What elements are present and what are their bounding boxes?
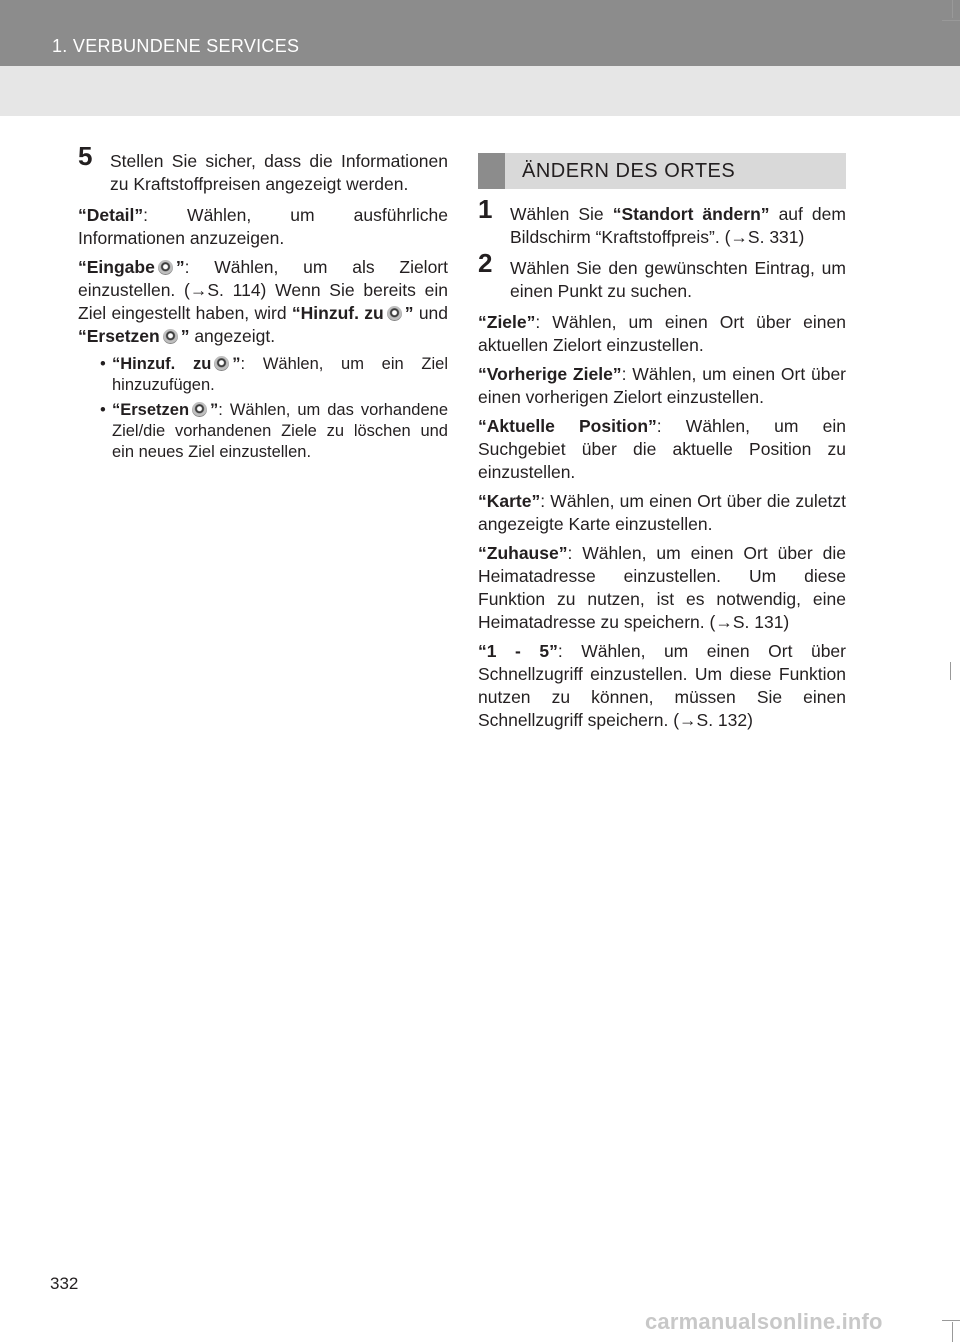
crop-mark	[952, 0, 953, 18]
step-text	[510, 203, 846, 249]
section-title: ÄNDERN DES ORTES	[522, 160, 736, 182]
left-column	[78, 141, 449, 467]
item-text: : Wählen, um einen Ort über die Heimatadresse einzustellen. Um diese Funktion zu nutzen, ist es notwendig, eine Heimatadresse zu speichern. (→S. 131)	[478, 543, 846, 632]
item-term: “Karte”	[478, 491, 541, 511]
item-schnellzugriff	[478, 640, 846, 732]
step-2	[478, 248, 846, 303]
bullet-hinzuf	[78, 354, 448, 396]
jog-dial-icon	[214, 356, 229, 371]
detail-term: “Detail”	[78, 205, 144, 225]
bullet-term-close: ”	[232, 355, 241, 373]
jog-dial-icon	[163, 329, 178, 344]
jog-dial-icon	[158, 260, 173, 275]
header-bar	[0, 0, 960, 66]
item-term: “Ziele”	[478, 312, 536, 332]
crop-mark	[950, 662, 951, 680]
watermark: carmanualsonline.info	[645, 1309, 883, 1334]
detail-paragraph	[78, 204, 448, 250]
item-term: “Vorherige Ziele”	[478, 364, 622, 384]
ersetzen-term-close: ”	[180, 326, 190, 346]
bullet-dot: •	[100, 401, 106, 419]
detail-text: : Wählen, um ausführliche Informationen anzuzeigen.	[78, 205, 448, 248]
eingabe-term-close: ”	[175, 257, 185, 277]
eingabe-text: : Wählen, um als Zielort einzustellen. (→S. 114) Wenn Sie bereits ein Ziel eingestellt haben, wird	[78, 257, 448, 323]
item-vorherige-ziele	[478, 363, 846, 409]
item-text: : Wählen, um einen Ort über einen aktuellen Zielort einzustellen.	[478, 312, 846, 355]
step-1	[478, 194, 846, 249]
section-header	[478, 153, 846, 189]
item-term: “Zuhause”	[478, 543, 568, 563]
standort-term: “Standort ändern”	[612, 204, 770, 224]
eingabe-text-end: angezeigt.	[189, 326, 276, 346]
crop-mark	[942, 20, 960, 21]
bullet-term-close: ”	[210, 401, 219, 419]
right-column	[478, 150, 846, 738]
crop-mark	[952, 1322, 953, 1342]
crop-mark	[942, 1320, 960, 1321]
item-text: : Wählen, um ein Suchgebiet über die aktuelle Position zu einzustellen.	[478, 416, 847, 482]
bullet-term: “Ersetzen	[112, 401, 190, 419]
step-text: Wählen Sie den gewünschten Eintrag, um einen Punkt zu suchen.	[510, 258, 846, 301]
hinzuf-term-close: ”	[404, 303, 414, 323]
chapter-title: 1. VERBUNDENE SERVICES	[52, 36, 300, 56]
item-term: “1 - 5”	[478, 641, 558, 661]
step-number: 5	[78, 141, 93, 171]
und-text: und	[413, 303, 449, 323]
ersetzen-term: “Ersetzen	[78, 326, 160, 346]
jog-dial-icon	[387, 306, 402, 321]
item-term: “Aktuelle Position”	[478, 416, 657, 436]
eingabe-term: “Eingabe	[78, 257, 155, 277]
bullet-term: “Hinzuf. zu	[112, 355, 212, 373]
jog-dial-icon	[192, 402, 207, 417]
step-text: Stellen Sie sicher, dass die Informationen zu Kraftstoffpreisen angezeigt werden.	[110, 151, 448, 194]
section-header-tab	[478, 153, 505, 189]
item-ziele	[478, 311, 846, 357]
step-text-a: Wählen Sie	[510, 204, 613, 224]
step-number: 1	[478, 194, 493, 224]
hinzuf-term: “Hinzuf. zu	[291, 303, 384, 323]
eingabe-paragraph	[78, 256, 448, 348]
bullet-text: : Wählen, um das vorhandene Ziel/die vorhandenen Ziele zu löschen und ein neues Ziel einzustellen.	[112, 401, 448, 461]
item-text: : Wählen, um einen Ort über einen vorherigen Zielort einzustellen.	[478, 364, 846, 407]
step-number: 2	[478, 248, 493, 278]
header-band	[0, 66, 960, 116]
bullet-text: : Wählen, um ein Ziel hinzuzufügen.	[112, 355, 448, 394]
item-zuhause	[478, 542, 846, 634]
item-aktuelle-position	[478, 415, 846, 484]
page-number: 332	[50, 1274, 79, 1293]
item-karte	[478, 490, 846, 536]
bullet-dot: •	[100, 355, 106, 373]
item-text: : Wählen, um einen Ort über die zuletzt angezeigte Karte einzustellen.	[478, 491, 846, 534]
step-text-b: auf dem Bildschirm “Kraftstoffpreis”. (→S. 331)	[510, 204, 846, 247]
item-text: : Wählen, um einen Ort über Schnellzugriff einzustellen. Um diese Funktion nutzen zu können, müssen Sie einen Schnellzugriff speichern. (→S. 132)	[478, 641, 846, 730]
bullet-ersetzen	[78, 400, 448, 463]
step-5	[78, 141, 448, 196]
